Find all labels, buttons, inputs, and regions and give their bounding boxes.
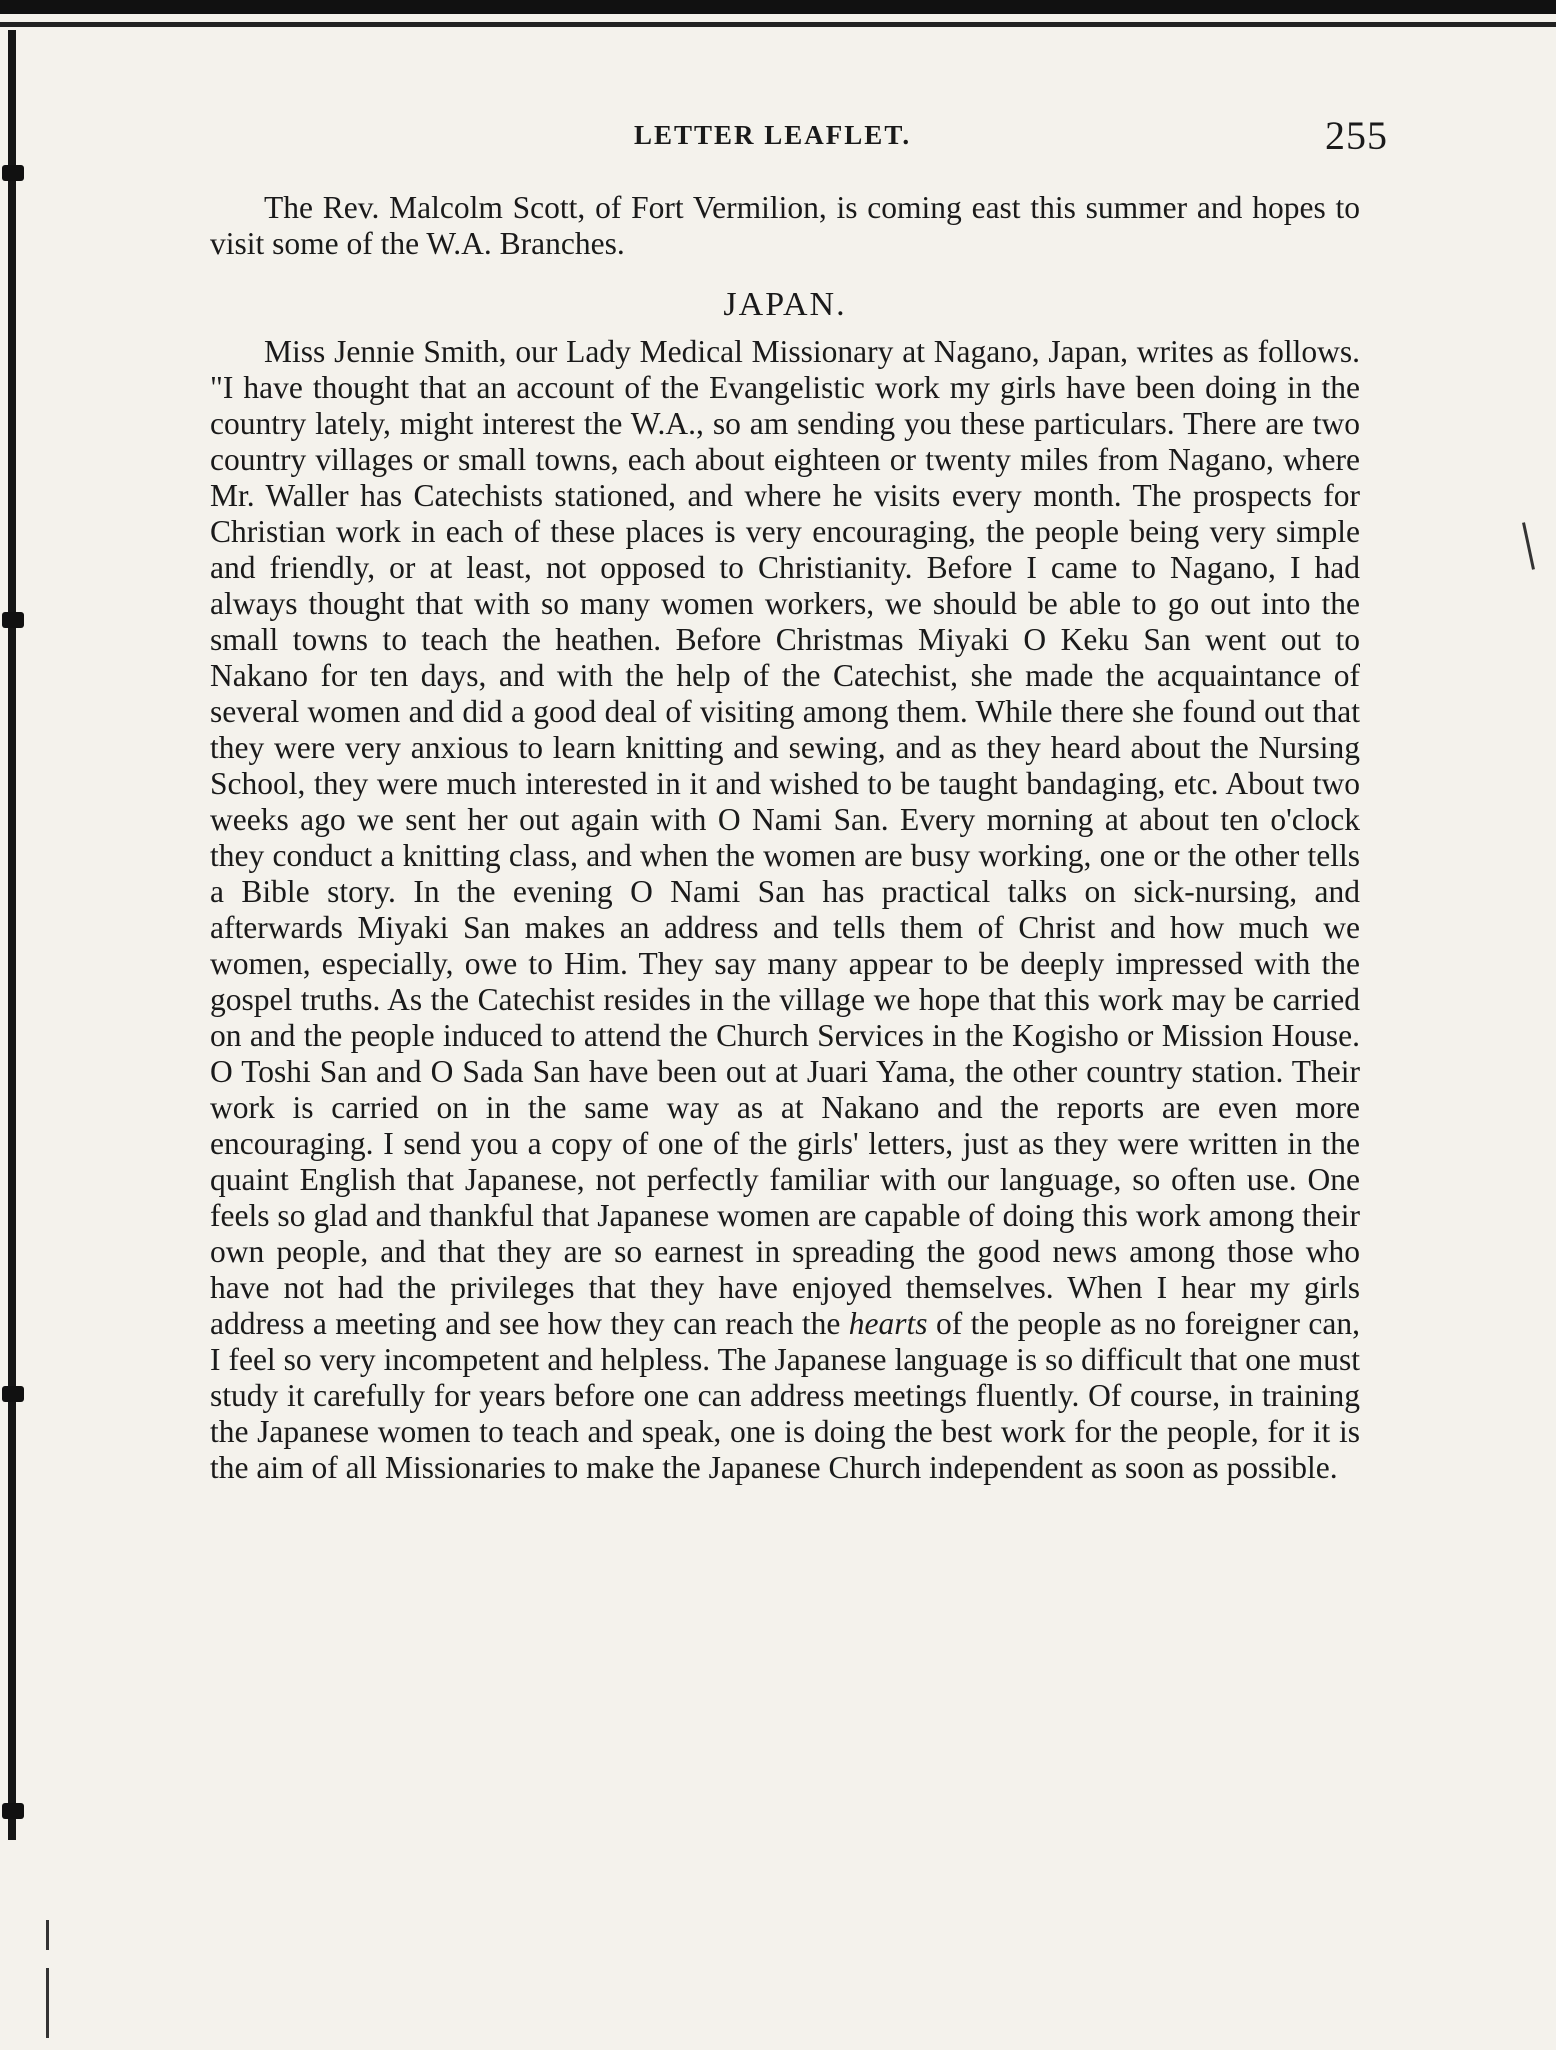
letter-text-part-2: of the people as no foreigner can, I feel so very incompetent and helpless. The Japanese language is so difficult that one must study it carefully for years before one can address meetings fluently. Of course, in training the Japanese women to teach and speak, one is doing the best work for the people, for it is the aim of all Missionaries to make the Japanese Church independent as soon as possible. [210,1306,1361,1485]
page-number: 255 [1325,113,1388,158]
binding-edge [8,30,16,1840]
intro-paragraph-text: The Rev. Malcolm Scott, of Fort Vermilion, is coming east this summer and hopes to visit some of the W.A. Branches. [210,190,1360,261]
italic-emphasis: hearts [848,1306,928,1341]
letter-paragraph [210,334,1360,1486]
running-header [210,112,1388,162]
binding-stitch-mark [2,165,24,181]
letter-text-part-1: Miss Jennie Smith, our Lady Medical Missionary at Nagano, Japan, writes as follows. "I have thought that an account of the Evangelistic work my girls have been doing in the country lately, might interest the W.A., so am sending you these particulars. There are two country villages or small towns, each about eighteen or twenty miles from Nagano, where Mr. Waller has Catechists stationed, and where he visits every month. The prospects for Christian work in each of these places is very encouraging, the people being very simple and friendly, or at least, not opposed to Christianity. Before I came to Nagano, I had always thought that with so many women workers, we should be able to go out into the small towns to teach the heathen. Before Christmas Miyaki O Keku San went out to Nakano for ten days, and with the help of the Catechist, she made the acquaintance of several women and did a good deal of visiting among them. While there she found out that they were very anxious to learn knitting and sewing, and as they heard about the Nursing School, they were much interested in it and wished to be taught bandaging, etc. About two weeks ago we sent her out again with O Nami San. Every morning at about ten o'clock they conduct a knitting class, and when the women are busy working, one or the other tells a Bible story. In the evening O Nami San has practical talks on sick-nursing, and afterwards Miyaki San makes an address and tells them of Christ and how much we women, especially, owe to Him. They say many appear to be deeply impressed with the gospel truths. As the Catechist resides in the village we hope that this work may be carried on and the people induced to attend the Church Services in the Kogisho or Mission House. O Toshi San and O Sada San have been out at Juari Yama, the other country station. Their work is carried on in the same way as at Nakano and the reports are even more encouraging. I send you a copy of one of the girls' letters, just as they were written in the quaint English that Japanese, not perfectly familiar with our language, so often use. One feels so glad and thankful that Japanese women are capable of doing this work among their own people, and that they are so earnest in spreading the good news among those who have not had the privileges that they have enjoyed themselves. When I hear my girls address a meeting and see how they can reach the [210,334,1360,1341]
binding-stitch-mark [2,612,24,628]
top-border-rule-secondary [0,22,1556,27]
section-heading: JAPAN. [723,286,847,323]
margin-mark [1522,522,1535,570]
binding-stitch-mark [2,1386,24,1402]
intro-paragraph [210,190,1360,262]
top-border-rule [0,0,1556,14]
binding-stitch-mark [2,1803,24,1819]
running-title: LETTER LEAFLET. [634,120,912,150]
margin-mark [46,1968,49,2038]
margin-mark [46,1920,49,1950]
